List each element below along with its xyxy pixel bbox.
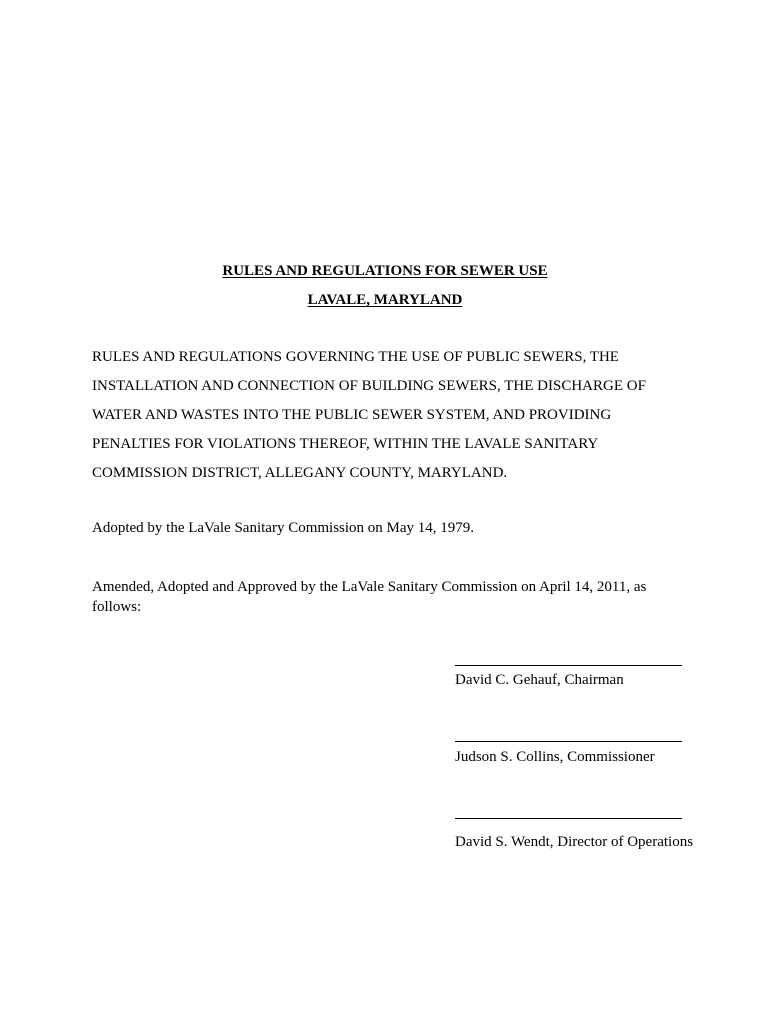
purpose-line: PENALTIES FOR VIOLATIONS THEREOF, WITHIN THE LAVALE SANITARY: [92, 436, 599, 452]
purpose-line: COMMISSION DISTRICT, ALLEGANY COUNTY, MARYLAND.: [92, 465, 508, 481]
signature-line-commissioner: [455, 741, 682, 742]
signatory-director: David S. Wendt, Director of Operations: [455, 834, 694, 850]
adoption-statement: Adopted by the LaVale Sanitary Commission on May 14, 1979.: [92, 520, 475, 536]
document-subtitle-location: LAVALE, MARYLAND: [307, 292, 463, 308]
signature-line-director: [455, 818, 682, 819]
purpose-paragraph: [92, 343, 712, 488]
purpose-line: RULES AND REGULATIONS GOVERNING THE USE OF PUBLIC SEWERS, THE: [92, 349, 619, 365]
signature-line-chairman: [455, 665, 682, 666]
purpose-line: WATER AND WASTES INTO THE PUBLIC SEWER SYSTEM, AND PROVIDING: [92, 407, 612, 423]
amendment-statement: [92, 577, 692, 617]
signatory-chairman: David C. Gehauf, Chairman: [455, 672, 624, 688]
signatory-commissioner: Judson S. Collins, Commissioner: [455, 749, 655, 765]
document-title: RULES AND REGULATIONS FOR SEWER USE: [222, 263, 548, 279]
purpose-line: INSTALLATION AND CONNECTION OF BUILDING SEWERS, THE DISCHARGE OF: [92, 378, 646, 394]
amendment-line: follows:: [92, 599, 142, 615]
amendment-line: Amended, Adopted and Approved by the LaVale Sanitary Commission on April 14, 2011, as: [92, 579, 647, 595]
